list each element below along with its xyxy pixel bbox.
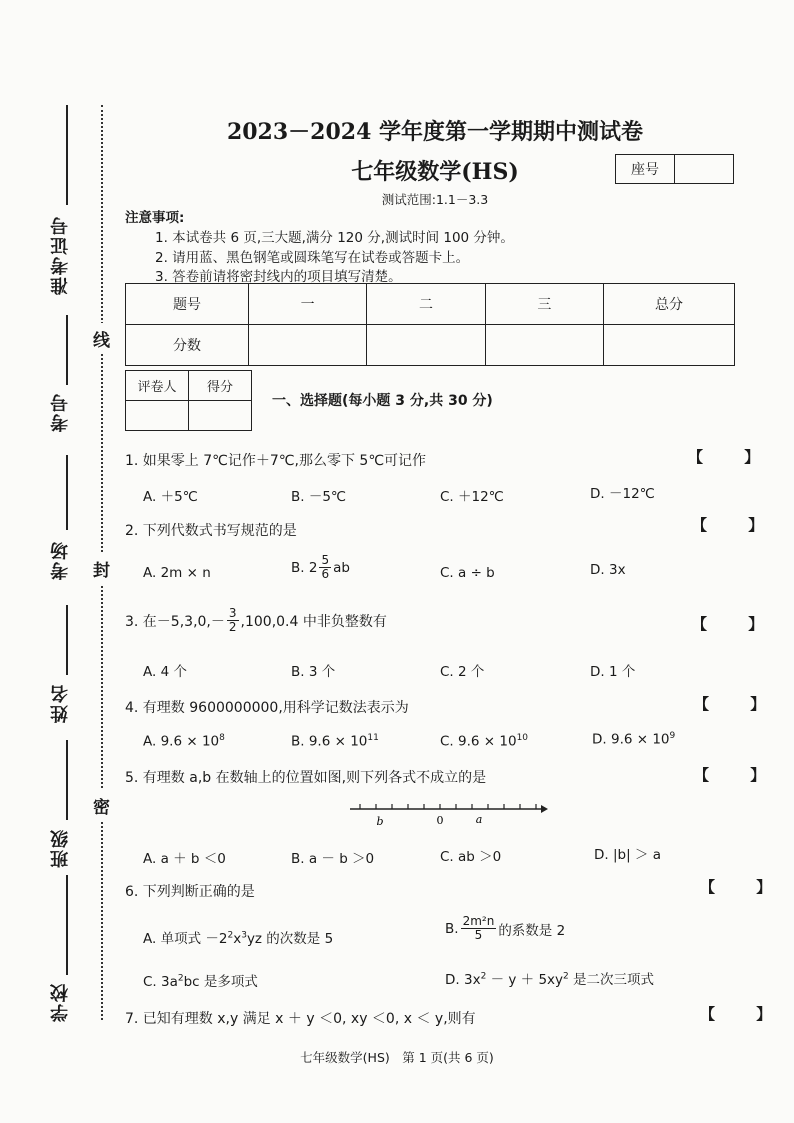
option (445, 968, 654, 988)
exam-id-label: 准考证号 (50, 215, 71, 295)
option (440, 733, 528, 750)
question-6-stem: 6. 下列判断正确的是 (125, 884, 255, 900)
fraction-denominator: 2 (228, 620, 237, 634)
axis-label-b: b (376, 815, 384, 828)
option (143, 970, 258, 990)
option-d-pre: D. 3x (445, 972, 481, 988)
grader-table (125, 370, 252, 431)
option (143, 927, 333, 947)
exam-title: 2023－2024 学年度第一学期期中测试卷 (226, 119, 644, 145)
option-a-post: yz 的次数是 5 (246, 931, 334, 947)
grader-score-label: 得分 (189, 371, 252, 401)
option: D. 3x (590, 562, 626, 578)
option-d-sup1: 2 (480, 971, 487, 982)
question-3-suffix: ,100,0.4 中非负整数有 (240, 613, 387, 630)
school-label: 学校 (50, 982, 71, 1022)
seat-input[interactable] (675, 155, 733, 183)
option-c-pre: C. 3a (143, 974, 178, 990)
option: B. －5℃ (291, 489, 347, 505)
room-line[interactable] (66, 455, 68, 530)
option: A. a ＋ b ＜0 (143, 851, 226, 867)
room-label: 考场 (50, 540, 71, 580)
question-5-stem: 5. 有理数 a,b 在数轴上的位置如图,则下列各式不成立的是 (125, 770, 487, 786)
answer-bracket[interactable]: 【 】 (700, 878, 790, 896)
seal-mark-secret: 密 (93, 790, 110, 821)
fraction (461, 915, 497, 942)
score-header: 三 (485, 284, 603, 325)
option (291, 733, 379, 750)
test-scope: 测试范围:1.1－3.3 (381, 192, 489, 207)
score-table (125, 283, 735, 366)
option-base: A. 9.6 × 10 (143, 733, 220, 750)
option-exponent: 8 (219, 733, 225, 743)
option-a-sup2: 3 (241, 930, 247, 941)
option-c-post: bc 是多项式 (183, 974, 258, 990)
question-3-prefix: 3. 在－5,3,0,－ (125, 613, 225, 630)
option: A. 2m × n (143, 565, 211, 581)
answer-bracket[interactable]: 【 】 (692, 615, 782, 633)
score-cell[interactable] (485, 325, 603, 366)
option: A. 4 个 (143, 664, 187, 680)
number-line-arrow (541, 805, 548, 813)
question-7-stem: 7. 已知有理数 x,y 满足 x ＋ y ＜0, xy ＜0, x ＜ y,则有 (125, 1011, 476, 1027)
exam-no-line[interactable] (66, 315, 68, 385)
exam-subtitle: 七年级数学(HS) (351, 159, 519, 185)
axis-label-zero: 0 (436, 814, 444, 827)
fraction (227, 607, 239, 634)
option-exponent: 10 (516, 733, 529, 743)
option-d-mid: － y ＋ 5xy (486, 972, 564, 988)
option (143, 733, 225, 750)
grader-label: 评卷人 (126, 371, 189, 401)
option-a-sup1: 2 (227, 930, 234, 941)
section-1-title: 一、选择题(每小题 3 分,共 30 分) (272, 393, 493, 409)
name-line[interactable] (66, 605, 68, 675)
score-cell[interactable] (367, 325, 485, 366)
option-c-sup: 2 (177, 973, 184, 984)
fraction-numerator: 2m²n (462, 914, 495, 928)
seal-mark-line: 线 (93, 323, 110, 354)
answer-bracket[interactable]: 【 】 (694, 695, 784, 713)
number-line-figure (345, 795, 550, 829)
notes-heading: 注意事项: (125, 210, 185, 226)
grader-input[interactable] (126, 401, 189, 431)
axis-label-a: a (475, 813, 483, 826)
question-2-stem: 2. 下列代数式书写规范的是 (125, 523, 297, 539)
score-header: 题号 (126, 284, 249, 325)
option: A. ＋5℃ (143, 489, 198, 505)
school-line[interactable] (66, 875, 68, 975)
option-base: C. 9.6 × 10 (440, 733, 517, 750)
seat-label: 座号 (616, 155, 675, 183)
fraction-denominator: 6 (321, 567, 330, 581)
fraction (319, 554, 331, 581)
answer-bracket[interactable]: 【 】 (692, 516, 782, 534)
fraction-numerator: 5 (321, 553, 330, 567)
option-d-sup2: 2 (563, 971, 569, 982)
answer-bracket[interactable]: 【 】 (694, 766, 784, 784)
option-exponent: 9 (669, 731, 676, 741)
option: C. ab ＞0 (440, 849, 502, 865)
question-1-stem: 1. 如果零上 7℃记作＋7℃,那么零下 5℃可记作 (125, 453, 427, 469)
score-cell[interactable] (249, 325, 367, 366)
class-label: 班级 (50, 828, 71, 868)
option: D. 1 个 (590, 664, 636, 680)
option-a-pre: A. 单项式 －2 (143, 931, 228, 947)
option: C. a ÷ b (440, 565, 495, 581)
answer-bracket[interactable]: 【 】 (688, 448, 778, 466)
option-base: B. 9.6 × 10 (291, 733, 368, 750)
option: B. 3 个 (291, 664, 336, 680)
question-3-stem (125, 607, 387, 634)
name-label: 姓名 (50, 683, 71, 723)
grader-score-input[interactable] (189, 401, 252, 431)
class-line[interactable] (66, 740, 68, 820)
page-footer: 七年级数学(HS) 第 1 页(共 6 页) (300, 1050, 494, 1065)
seal-mark-seal: 封 (93, 553, 110, 584)
exam-no-label: 考号 (50, 392, 71, 432)
notes-item: 2. 请用蓝、黑色钢笔或圆珠笔写在试卷或答题卡上。 (155, 250, 470, 266)
fraction-numerator: 3 (228, 606, 237, 620)
option-b-pre: B. (445, 920, 459, 937)
option: C. ＋12℃ (440, 489, 504, 505)
score-header: 一 (249, 284, 367, 325)
fraction-denominator: 5 (474, 928, 483, 942)
score-row-label: 分数 (126, 325, 249, 366)
option (592, 731, 675, 748)
option-b-suffix: ab (333, 559, 350, 576)
option: D. －12℃ (590, 486, 655, 502)
option-d-post: 是二次三项式 (568, 972, 655, 988)
option-a-mid: x (233, 931, 242, 947)
option-b-post: 的系数是 2 (498, 922, 566, 939)
notes-item: 3. 答卷前请将密封线内的项目填写清楚。 (155, 269, 402, 285)
exam-id-line[interactable] (66, 105, 68, 205)
question-4-stem: 4. 有理数 9600000000,用科学记数法表示为 (125, 700, 409, 716)
option: D. |b| ＞ a (594, 847, 661, 863)
answer-bracket[interactable]: 【 】 (700, 1005, 790, 1023)
option: B. a － b ＞0 (291, 851, 375, 867)
option: C. 2 个 (440, 664, 485, 680)
option (445, 915, 565, 942)
score-cell[interactable] (604, 325, 735, 366)
score-header: 二 (367, 284, 485, 325)
score-header: 总分 (604, 284, 735, 325)
option-exponent: 11 (367, 733, 379, 743)
notes-item: 1. 本试卷共 6 页,三大题,满分 120 分,测试时间 100 分钟。 (155, 230, 514, 246)
option-base: D. 9.6 × 10 (592, 731, 670, 748)
seat-box (615, 154, 734, 184)
option (291, 554, 350, 581)
option-b-prefix: B. 2 (291, 559, 318, 576)
